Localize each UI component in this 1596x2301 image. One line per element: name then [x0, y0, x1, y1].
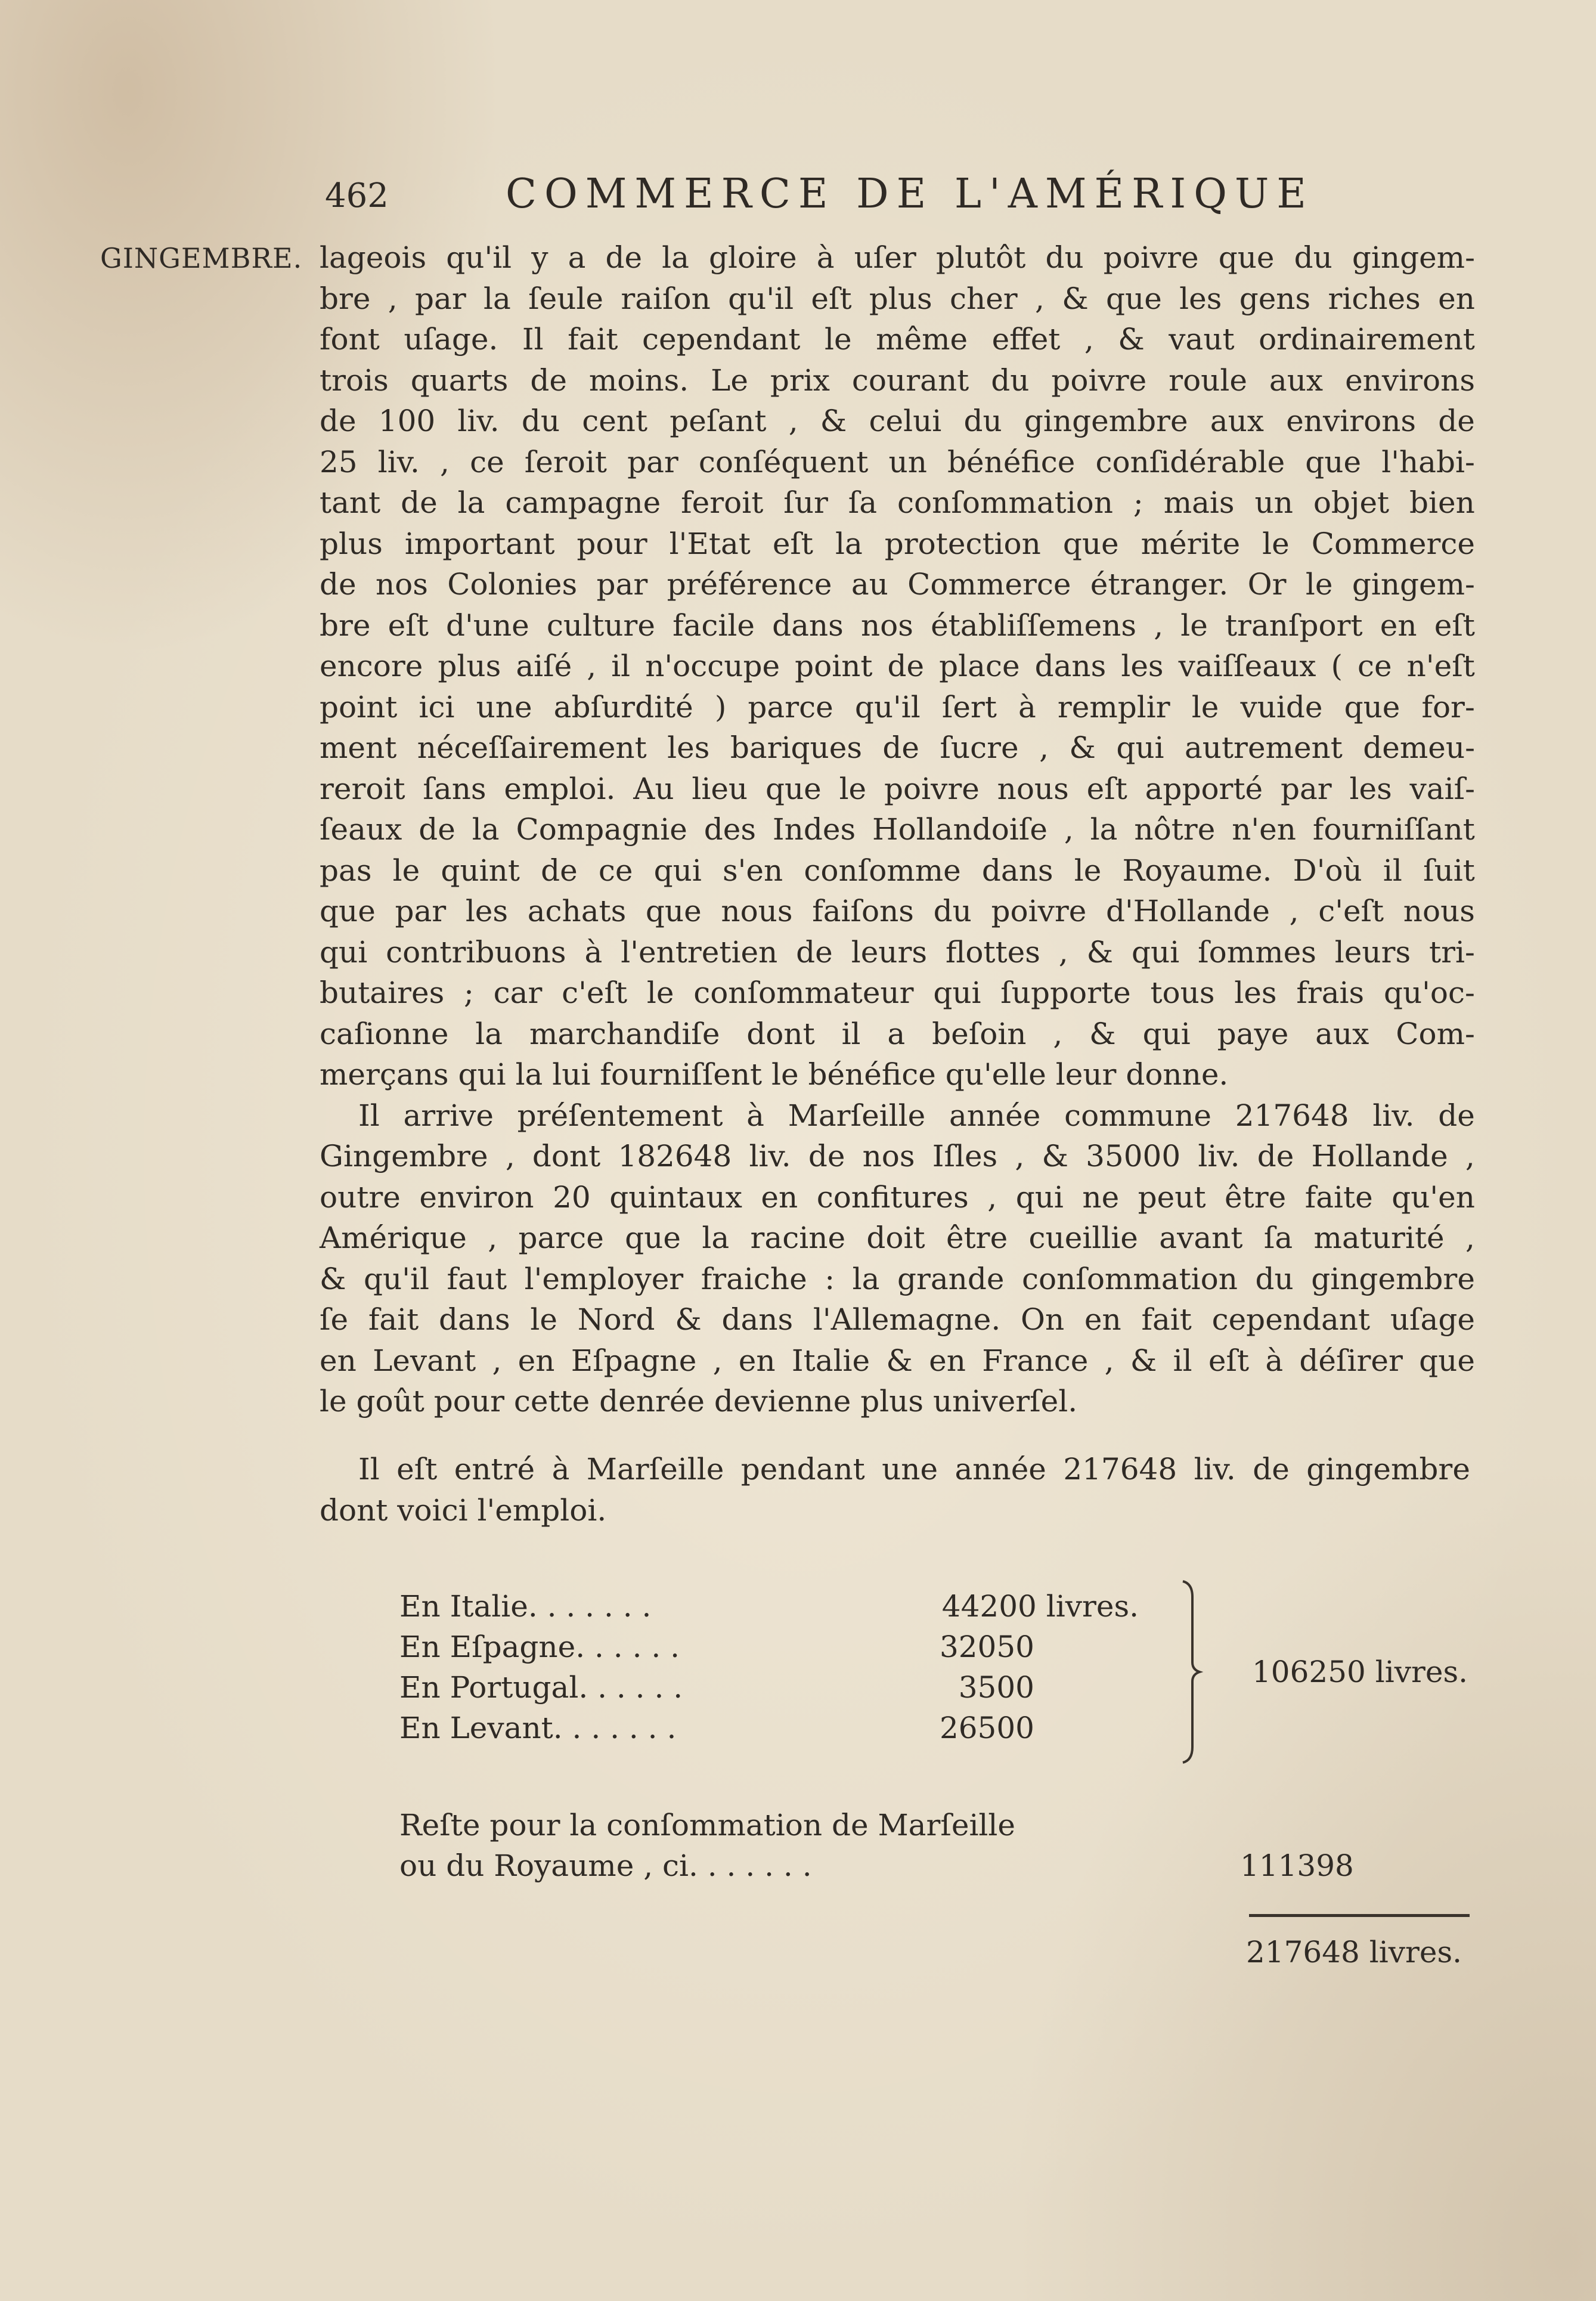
text-line: ſe fait dans le Nord & dans l'Allemagne. On en fait cependant uſage — [320, 1302, 1475, 1337]
row-value: 3500 — [958, 1670, 1034, 1705]
text-line: de 100 liv. du cent peſant , & celui du gingembre aux environs de — [320, 404, 1475, 438]
row-label: En Portugal. . . . . . — [399, 1670, 683, 1705]
text-line: bre , par la ſeule raiſon qu'il eſt plus cher , & que les gens riches en — [320, 281, 1475, 316]
text-line: point ici une abſurdité ) parce qu'il ſert à remplir le vuide que for- — [320, 689, 1475, 724]
text-line: 25 liv. , ce ſeroit par conſéquent un bénéfice conſidérable que l'habi- — [320, 444, 1475, 479]
row-label: En Levant. . . . . . . — [399, 1711, 677, 1745]
paragraph-3 — [320, 1449, 1470, 1531]
text-line: lageois qu'il y a de la gloire à uſer plutôt du poivre que du gingem- — [320, 240, 1475, 275]
text-line: pas le quint de ce qui s'en conſomme dans le Royaume. D'où il ſuit — [320, 853, 1475, 888]
text-line: en Levant , en Eſpagne , en Italie & en France , & il eſt à déſirer que — [320, 1343, 1475, 1378]
paragraph-1 — [320, 237, 1475, 1095]
text-line: dont voici l'emploi. — [320, 1492, 607, 1528]
text-line: qui contribuons à l'entretien de leurs flottes , & qui ſommes leurs tri- — [320, 934, 1475, 970]
text-line: tant de la campagne feroit ſur ſa conſommation ; mais un objet bien — [320, 485, 1475, 520]
text-line: Gingembre , dont 182648 liv. de nos Iſles , & 35000 liv. de Hollande , — [320, 1139, 1475, 1173]
text-line: de nos Colonies par préférence au Commerce étranger. Or le gingem- — [320, 567, 1475, 602]
grand-total: 217648 livres. — [1246, 1935, 1462, 1969]
row-label: En Eſpagne. . . . . . — [399, 1630, 680, 1664]
subtotal-value: 106250 livres. — [1252, 1655, 1468, 1689]
text-line: que par les achats que nous faiſons du poivre d'Hollande , c'eſt nous — [320, 894, 1475, 928]
row-value: 26500 — [939, 1711, 1034, 1745]
margin-note: GINGEMBRE. — [100, 242, 303, 274]
text-line: plus important pour l'Etat eſt la protection que mérite le Commerce — [320, 526, 1475, 561]
text-line: caſionne la marchandiſe dont il a beſoin , & qui paye aux Com- — [320, 1016, 1475, 1051]
rest-label-line-2: ou du Royaume , ci. . . . . . . — [399, 1848, 812, 1883]
text-line: outre environ 20 quintaux en confitures , qui ne peut être faite qu'en — [320, 1179, 1475, 1215]
text-line: & qu'il faut l'employer fraiche : la grande conſommation du gingembre — [320, 1261, 1475, 1296]
rest-value: 111398 — [1240, 1848, 1354, 1883]
text-line: ment néceſſairement les bariques de ſucre , & qui autrement demeu- — [320, 730, 1475, 765]
row-label: En Italie. . . . . . . — [399, 1589, 652, 1624]
text-line: le goût pour cette denrée devienne plus univerſel. — [320, 1384, 1078, 1419]
text-line: Il arrive préſentement à Marſeille année commune 217648 liv. de — [358, 1098, 1475, 1133]
text-line: Il eſt entré à Marſeille pendant une année 217648 liv. de gingembre — [358, 1452, 1470, 1486]
text-line: reroit ſans emploi. Au lieu que le poivre nous eſt apporté par les vaiſ- — [320, 771, 1475, 806]
text-line: Amérique , parce que la racine doit être cueillie avant ſa maturité , — [320, 1221, 1475, 1255]
text-line: font uſage. Il fait cependant le même effet , & vaut ordinairement — [320, 322, 1475, 357]
paragraph-2 — [320, 1095, 1475, 1422]
total-rule — [1249, 1914, 1470, 1917]
text-line: merçans qui la lui fourniſſent le bénéfice qu'elle leur donne. — [320, 1057, 1229, 1092]
text-line: encore plus aiſé , il n'occupe point de place dans les vaiſſeaux ( ce n'eſt — [320, 649, 1475, 683]
running-head: COMMERCE DE L'AMÉRIQUE — [506, 171, 1314, 218]
rest-label-line-1: Reſte pour la conſommation de Marſeille — [399, 1808, 1016, 1842]
body-text — [320, 237, 1475, 1422]
brace-icon — [1180, 1579, 1216, 1765]
text-line: bre eſt d'une culture facile dans nos établiſſemens , le tranſport en eſt — [320, 608, 1475, 643]
text-line: trois quarts de moins. Le prix courant du poivre roule aux environs — [320, 363, 1475, 398]
page-number: 462 — [325, 176, 389, 215]
text-line: ſeaux de la Compagnie des Indes Hollandoiſe , la nôtre n'en fourniſſant — [320, 812, 1475, 847]
row-value: 44200 livres. — [941, 1589, 1139, 1624]
row-value: 32050 — [939, 1630, 1034, 1664]
text-line: butaires ; car c'eſt le conſommateur qui ſupporte tous les frais qu'oc- — [320, 975, 1475, 1010]
